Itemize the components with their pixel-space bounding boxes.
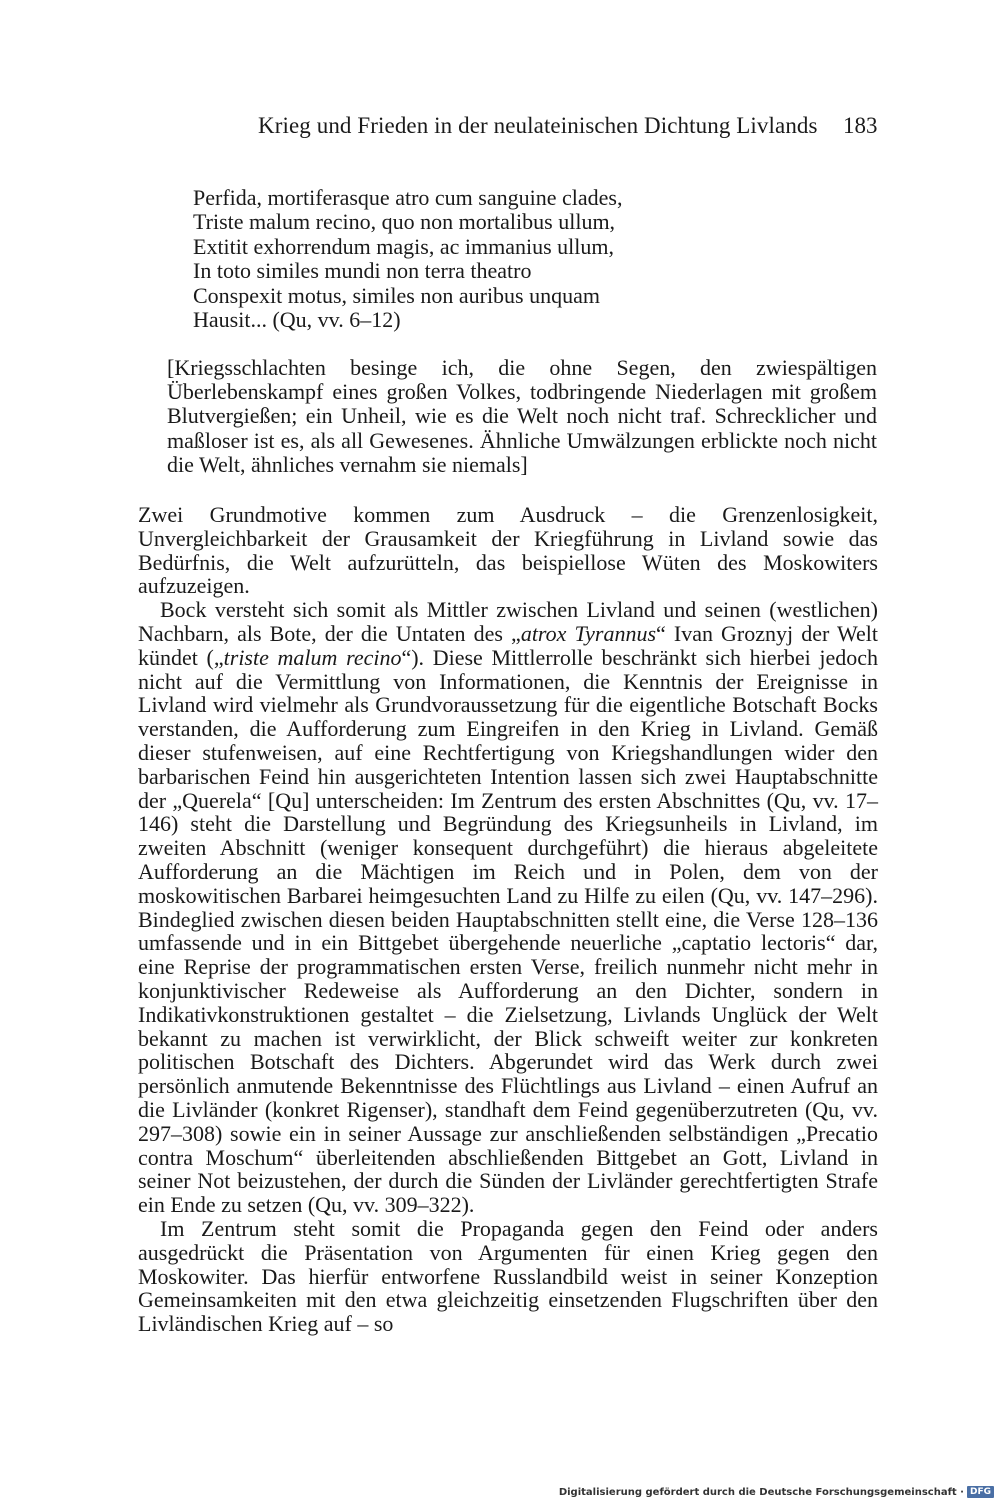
paragraph-2: [138, 598, 878, 1217]
verse-line: Hausit... (Qu, vv. 6–12): [193, 307, 401, 333]
paragraph-1: Zwei Grundmotive kommen zum Ausdruck – die Grenzenlosigkeit, Unvergleichbarkeit der Grausamkeit der Kriegführung in Livland sowie das Bedürfnis, die Welt aufzurütteln, das beispiellose Wüten des Moskowiters aufzuzeigen.: [138, 502, 878, 599]
paragraph-2-text-b: “ Ivan Groznyj der Welt kündet („: [138, 620, 878, 670]
verse-line: Perfida, mortiferasque atro cum sanguine clades,: [193, 185, 623, 210]
paragraph-2-text-a: Bock versteht sich somit als Mittler zwischen Livland und seinen (westlichen) Nachbarn, als Bote, der die Untaten des „: [138, 597, 878, 646]
body-text: [138, 503, 878, 1336]
verse-translation: [Kriegsschlachten besinge ich, die ohne Segen, den zwiespältigen Überlebenskampf eines großen Volkes, todbringende Niederlagen mit großem Blutvergießen; ein Unheil, wie es die Welt noch nicht traf. Schrecklicher und maßloser ist es, als all Gewesenes. Ähnliche Umwälzungen erblickte noch nicht die Welt, ähnliches vernahm sie niemals]: [167, 355, 877, 477]
verse-line: Conspexit motus, similes non auribus unquam: [193, 282, 600, 308]
paragraph-3: Im Zentrum steht somit die Propaganda gegen den Feind oder anders ausgedrückt die Präsentation von Argumenten für einen Krieg gegen den Moskowiter. Das hierfür entworfene Russlandbild weist in seiner Konzeption Gemeinsamkeiten mit den etwa gleichzeitig einsetzenden Flugschriften über den Livländischen Krieg auf – so: [138, 1215, 878, 1337]
paragraph-2-italic-2: triste malum recino: [223, 644, 402, 670]
verse-quotation: [193, 186, 622, 332]
paragraph-2-italic-1: atrox Tyrannus: [520, 620, 657, 646]
credit-text: Digitalisierung gefördert durch die Deutsche Forschungsgemeinschaft ·: [558, 1486, 964, 1498]
dfg-logo: DFG: [967, 1486, 994, 1498]
paragraph-2-text-c: “). Diese Mittlerrolle beschränkt sich hierbei jedoch nicht auf die Vermittlung von Informationen, die Kenntnis der Ereignisse in Livland wird vielmehr als Grundvoraussetzung für die eigentliche Botschaft Bocks verstanden, die Aufforderung zum Eingreifen in den Krieg in Livland. Gemäß dieser stufenweisen, auf eine Rechtfertigung von Kriegshandlungen wider den barbarischen Feind hin ausgerichteten Intention lassen sich zwei Hauptabschnitte der „Querela“ [Qu] unterscheiden: Im Zentrum des ersten Abschnittes (Qu, vv. 17–146) steht die Darstellung und Begründung des Kriegsunheils in Livland, im zweiten Abschnitt (weniger konsequent durchgeführt) die hieraus abgeleitete Aufforderung an die Mächtigen im Reich und in Polen, dem von der moskowitischen Barbarei heimgesuchten Land zu Hilfe zu eilen (Qu, vv. 147–296). Bindeglied zwischen diesen beiden Hauptabschnitten stellt eine, die Verse 128–136 umfassende und in ein Bittgebet übergehende neuerliche „captatio lectoris“ dar, eine Reprise der programmatischen ersten Verse, freilich nunmehr nicht mehr in konjunktivischer Redeweise als Aufforderung an den Dichter, sondern in Indikativkonstruktionen gestaltet – die Zielsetzung, Livlands Unglück der Welt bekannt zu machen ist verwirklicht, der Blick schweift weiter zur konkreten politischen Botschaft des Dichters. Abgerundet wird das Werk durch zwei persönlich anmutende Bekenntnisse des Flüchtlings aus Livland – einen Aufruf an die Livländer (konkret Rigenser), standhaft dem Feind gegenüberzutreten (Qu, vv. 297–308) sowie ein in seiner Aussage zur anschließenden selbständigen „Precatio contra Moschum“ überleitenden abschließenden Bittgebet an Gott, Livland in seiner Not beizustehen, der durch die Sünden der Livländer gerechtfertigten Strafe ein Ende zu setzen (Qu, vv. 309–322).: [138, 644, 879, 1218]
running-head: Krieg und Frieden in der neulateinischen Dichtung Livlands: [258, 113, 818, 138]
digitization-credit: [559, 1486, 994, 1498]
verse-line: In toto similes mundi non terra theatro: [193, 258, 532, 284]
verse-line: Triste malum recino, quo non mortalibus ullum,: [193, 209, 616, 235]
verse-line: Extitit exhorrendum magis, ac immanius ullum,: [193, 233, 614, 259]
page-number: 183: [843, 113, 878, 138]
